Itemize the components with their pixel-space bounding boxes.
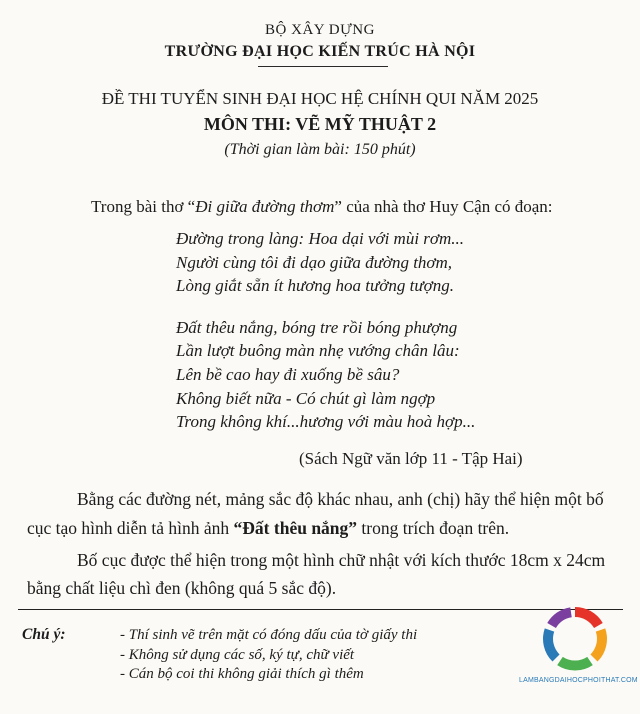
poem-line: Không biết nữa - Có chút gì làm ngợp	[176, 389, 436, 408]
separator-line	[18, 609, 623, 610]
task-paragraph-2-line-2: bằng chất liệu chì đen (không quá 5 sắc độ).	[27, 578, 337, 598]
poem-source: (Sách Ngữ văn lớp 11 - Tập Hai)	[299, 449, 523, 468]
task-paragraph-2-line-1: Bố cục được thể hiện trong một hình chữ nhật với kích thước 18cm x 24cm	[77, 550, 606, 570]
school-name: TRƯỜNG ĐẠI HỌC KIẾN TRÚC HÀ NỘI	[164, 43, 476, 60]
exam-subject: MÔN THI: VẼ MỸ THUẬT 2	[203, 114, 437, 134]
watermark-logo-icon	[542, 606, 608, 672]
poem-line: Đất thêu nắng, bóng tre rồi bóng phượng	[176, 318, 458, 337]
poem-line: Lòng giắt sẵn ít hương hoa tưởng tượng.	[176, 276, 454, 295]
task-text: cục tạo hình diễn tả hình ảnh	[27, 518, 234, 538]
poem-line: Lên bề cao hay đi xuống bề sâu?	[176, 365, 400, 384]
ministry-name: BỘ XÂY DỰNG	[265, 22, 375, 38]
note-item: - Cán bộ coi thi không giải thích gì thêm	[120, 666, 364, 682]
poem-line: Đường trong làng: Hoa dại với mùi rơm...	[176, 229, 465, 248]
exam-title: ĐỀ THI TUYỂN SINH ĐẠI HỌC HỆ CHÍNH QUI NĂM 2025	[101, 89, 539, 108]
note-item: - Không sử dụng các số, ký tự, chữ viết	[120, 647, 355, 663]
school-underline	[258, 66, 388, 67]
poem-intro	[91, 197, 553, 217]
intro-suffix: ” của nhà thơ Huy Cận có đoạn:	[334, 197, 553, 216]
watermark-text: LAMBANGDAIHOCPHOITHAT.COM	[519, 677, 638, 684]
task-paragraph-1-line-1: Bằng các đường nét, mảng sắc độ khác nhau, anh (chị) hãy thể hiện một bố	[77, 489, 604, 509]
task-highlight: “Đất thêu nắng”	[233, 518, 358, 538]
poem-line: Lần lượt buông màn nhẹ vướng chân lâu:	[176, 341, 460, 360]
exam-duration: (Thời gian làm bài: 150 phút)	[224, 141, 416, 158]
poem-title: Đi giữa đường thơm	[195, 197, 335, 216]
intro-prefix: Trong bài thơ “	[91, 197, 196, 216]
task-paragraph-1-line-2	[27, 518, 509, 539]
poem-line: Người cùng tôi đi dạo giữa đường thơm,	[176, 253, 453, 272]
poem-line: Trong không khí...hương với màu hoà hợp...	[176, 412, 476, 431]
task-text: trong trích đoạn trên.	[357, 518, 510, 538]
note-item: - Thí sinh vẽ trên mặt có đóng dấu của tờ giấy thi	[120, 627, 418, 643]
note-label: Chú ý:	[22, 626, 66, 643]
